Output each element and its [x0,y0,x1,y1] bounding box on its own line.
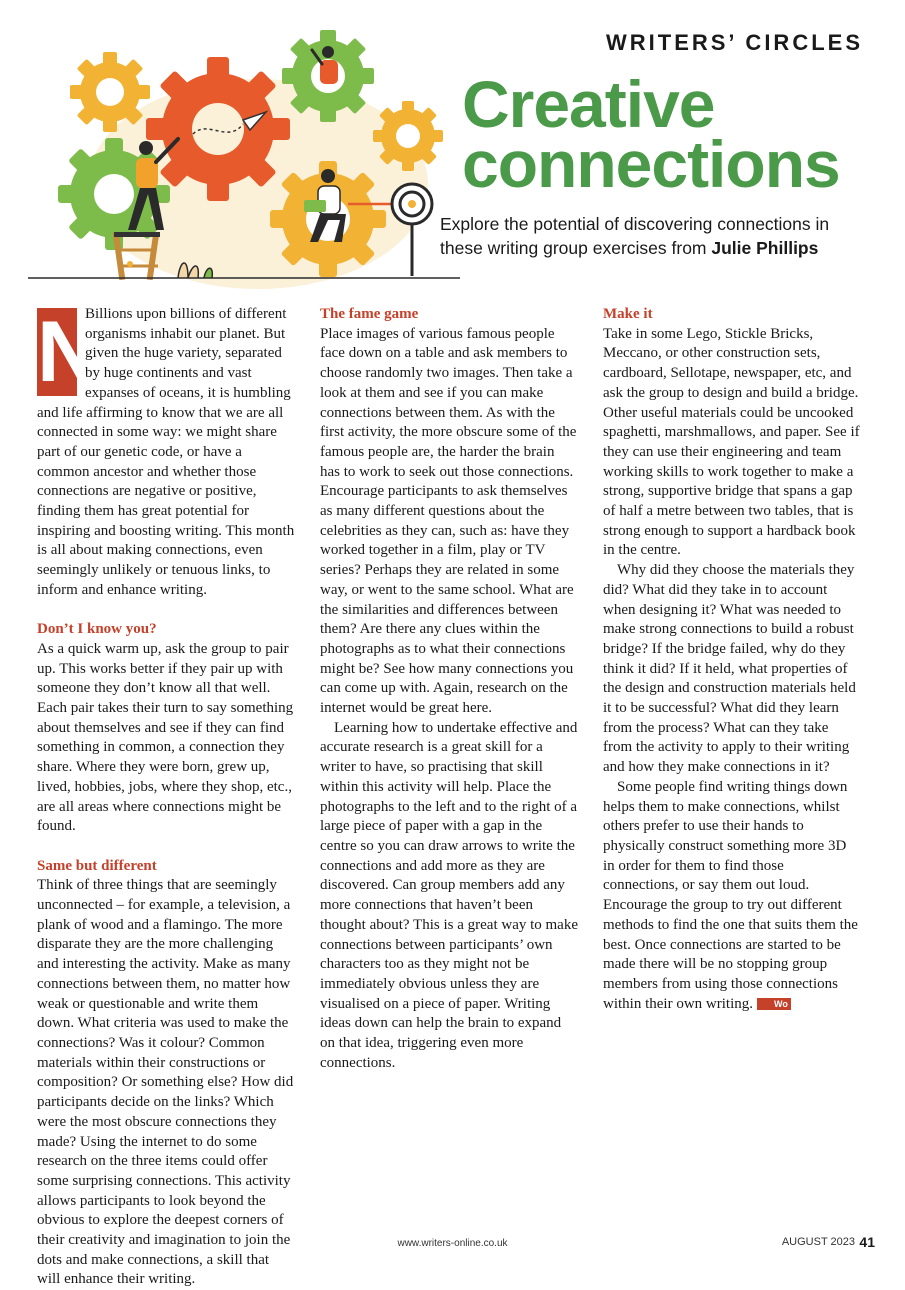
standfirst [440,212,870,260]
body-paragraph: Place images of various famous people face down on a table and ask members to choose randomly two images. Then take a look at them and see if you can make connections between them. As with the first activity, the more obscure some of the famous people are, the harder the brain has to work to seek out those connections. Encourage participants to ask themselves as many different questions about the celebrities as they can, such as: have they worked together in a film, play or TV series? Perhaps they are related in some way, or went to the same school. What are the similarities and differences between them? Are there any clues within the photographs as to what their connections might be? See how many connections you can come up with. Again, research on the internet would be great here. [320,325,577,717]
article-title-line1: Creative [462,67,715,141]
page-number: 41 [859,1234,875,1250]
closing-text: Some people find writing things down helps them to make connections, whilst others prefer to use their hands to physically construct something more 3D in order for them to find those connections, or say them out loud. Encourage the group to try out different methods to find the one that suits them the best. Once connections are started to be made there will be no stopping group members from using those connections within their own writing. [603,778,858,1012]
standfirst-text: Explore the potential of discovering connections in these writing group exercises from [440,214,830,258]
body-paragraph: Why did they choose the materials they did? What did they take in to account when designing it? What was needed to make strong connections to build a robust bridge? If the bridge failed, why do they think it did? If it held, what properties of the design and construction materials held it to be successful? What did they learn from the process? What can they take from the activity to apply to their writing and how they make connections in it? [603,562,856,776]
end-mark-icon: Wo [757,998,791,1010]
footer-url: www.writers-online.co.uk [397,1238,508,1249]
gears-teamwork-illustration [28,24,460,280]
article-column-3 [603,305,861,1014]
body-paragraph: Learning how to undertake effective and accurate research is a great skill for a writer to have, so practising that skill within this activity will help. Place the photographs to the left and to the right of a large piece of paper with a gap in the centre so you can draw arrows to write the connections and add more as they are discovered. Can group members add any more connections that haven’t been thought about? This is a great way to make connections between participants’ own characters too as they might not be immediately obvious unless they are visualised on a piece of paper. Writing ideas down can help the brain to expand on that idea, triggering even more connections. [320,719,578,1071]
subheading-the-fame-game: The fame game [320,306,419,322]
body-paragraph: As a quick warm up, ask the group to pair up. This works better if they pair up with someone they don’t know all that well. Each pair takes their turn to say something about themselves and see if they can find something in common, a connection they share. Where they were born, grew up, lived, hobbies, jobs, where they shop, etc., are all areas where connections might be found. [37,640,294,835]
drop-cap: N [37,304,100,400]
section-label: WRITERS’ CIRCLES [605,30,863,55]
subheading-make-it: Make it [603,306,653,322]
body-paragraph: Think of three things that are seemingly unconnected – for example, a television, a plank of wood and a flamingo. The more disparate they are the more challenging and interesting the activity. Make as many connections between them, no matter how weak or questionable and write them down. What criteria was used to make the connections? Was it colour? Common materials within their constructions or composition? Or something else? How did participants decide on the links? Which were the most obscure connections they made? Using the internet to do some research on the three items could offer some surprising connections. This activity allows participants to look beyond the obvious to explore the deepest corners of their creativity and imagination to join the dots and make connections, a skill that will enhance their writing. [37,877,294,1288]
article-column-1 [37,304,295,1288]
subheading-dont-i-know-you: Don’t I know you? [37,621,157,638]
body-paragraph: Take in some Lego, Stickle Bricks, Meccano, or other construction sets, cardboard, Sellotape, newspaper, etc, and ask the group to design and build a bridge. Other useful materials could be uncooked spaghetti, marshmallows, and paper. See if they can use their engineering and team working skills to work together to make a strong, supportive bridge that spans a gap of half a metre between two tables, that is strong enough to support a hardback book in the centre. [603,325,860,559]
footer-date: AUGUST 2023 [781,1236,855,1248]
intro-paragraph: Billions upon billions of different organisms inhabit our planet. But given the huge variety, separated by huge continents and vast expanses of oceans, it is humbling and life affirming to know that we are all connected in some way: we might share part of our genetic code, or have a common ancestor and whether those connections are negative or positive, finding them has great potential for inspiring and boosting writing. This month is all about making connections, even seemingly unlikely or tenuous links, to inform and enhance writing. [37,306,295,598]
article-column-2 [320,305,578,1073]
article-title [462,67,882,201]
body-paragraph [603,778,861,1014]
subheading-same-but-different: Same but different [37,857,157,874]
article-title-line2: connections [462,127,840,201]
author-name: Julie Phillips [711,238,819,258]
